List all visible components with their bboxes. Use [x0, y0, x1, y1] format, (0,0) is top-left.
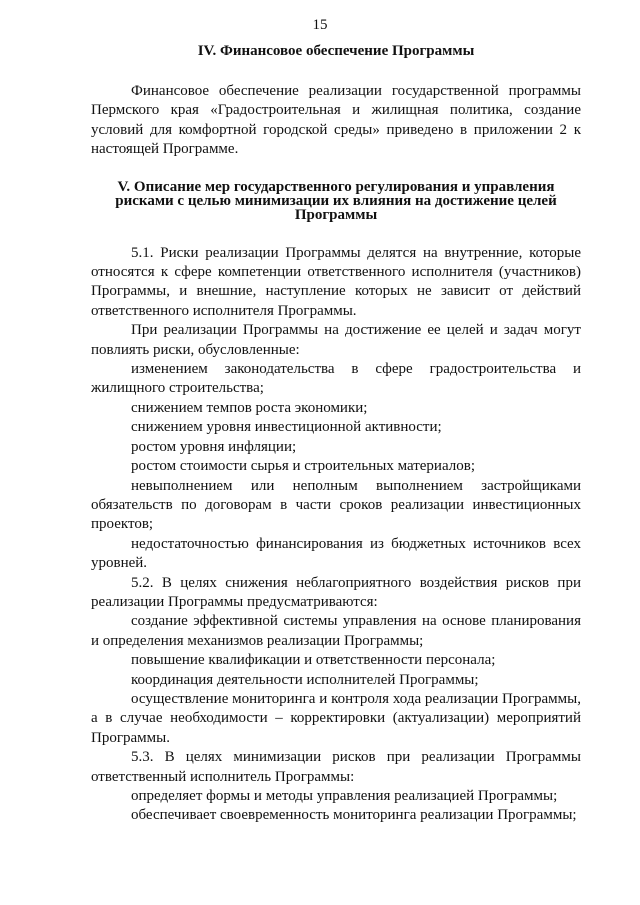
- risk-item-funding: недостаточностью финансирования из бюджетных источников всех уровней.: [91, 535, 581, 572]
- duty-item-timeliness: обеспечивает своевременность мониторинга реализации Программы;: [131, 807, 577, 824]
- section-iv-heading: IV. Финансовое обеспечение Программы: [197, 43, 475, 59]
- paragraph-5-1: 5.1. Риски реализации Программы делятся на внутренние, которые относятся к сфере компетенции ответственного исполнителя (участников) Программы, и внешние, наступление которых не зависит от действий ответственного исполнителя Программы.: [91, 244, 581, 319]
- page-number: 15: [312, 17, 328, 33]
- measure-item-management: создание эффективной системы управления на основе планирования и определения механизмов реализации Программы;: [91, 613, 581, 649]
- section-iv-paragraph: Финансовое обеспечение реализации государственной программы Пермского края «Градостроительная и жилищная политика, создание условий для комфортной городской среды» приведено в приложении 2 к настоящей Программе.: [91, 83, 581, 158]
- page-content: [91, 42, 581, 826]
- measure-item-monitoring: осуществление мониторинга и контроля хода реализации Программы, а в случае необходимости – корректировки (актуализации) мероприятий Программы.: [91, 690, 581, 746]
- risk-item-materials: ростом стоимости сырья и строительных материалов;: [131, 458, 475, 475]
- risk-item-legislation: изменением законодательства в сфере градостроительства и жилищного строительства;: [91, 361, 581, 397]
- risk-item-investment: снижением уровня инвестиционной активности;: [131, 419, 442, 436]
- risk-item-developers: невыполнением или неполным выполнением застройщиками обязательств по договорам в части сроков реализации инвестиционных проектов;: [91, 477, 581, 533]
- section-v-heading: V. Описание мер государственного регулирования и управления рисками с целью минимизации их влияния на достижение целей Программы: [115, 178, 557, 223]
- risk-item-economy: снижением темпов роста экономики;: [131, 399, 368, 416]
- duty-item-forms: определяет формы и методы управления реализацией Программы;: [131, 788, 558, 804]
- paragraph-5-3: 5.3. В целях минимизации рисков при реализации Программы ответственный исполнитель Программы:: [91, 749, 581, 785]
- paragraph-risks-intro: При реализации Программы на достижение ее целей и задач могут повлиять риски, обусловленные:: [91, 322, 581, 358]
- risk-item-inflation: ростом уровня инфляции;: [131, 438, 297, 455]
- measure-item-staff: повышение квалификации и ответственности персонала;: [131, 652, 496, 669]
- measure-item-coordination: координация деятельности исполнителей Программы;: [131, 671, 479, 688]
- paragraph-5-2: 5.2. В целях снижения неблагоприятного воздействия рисков при реализации Программы предусматриваются:: [91, 574, 581, 610]
